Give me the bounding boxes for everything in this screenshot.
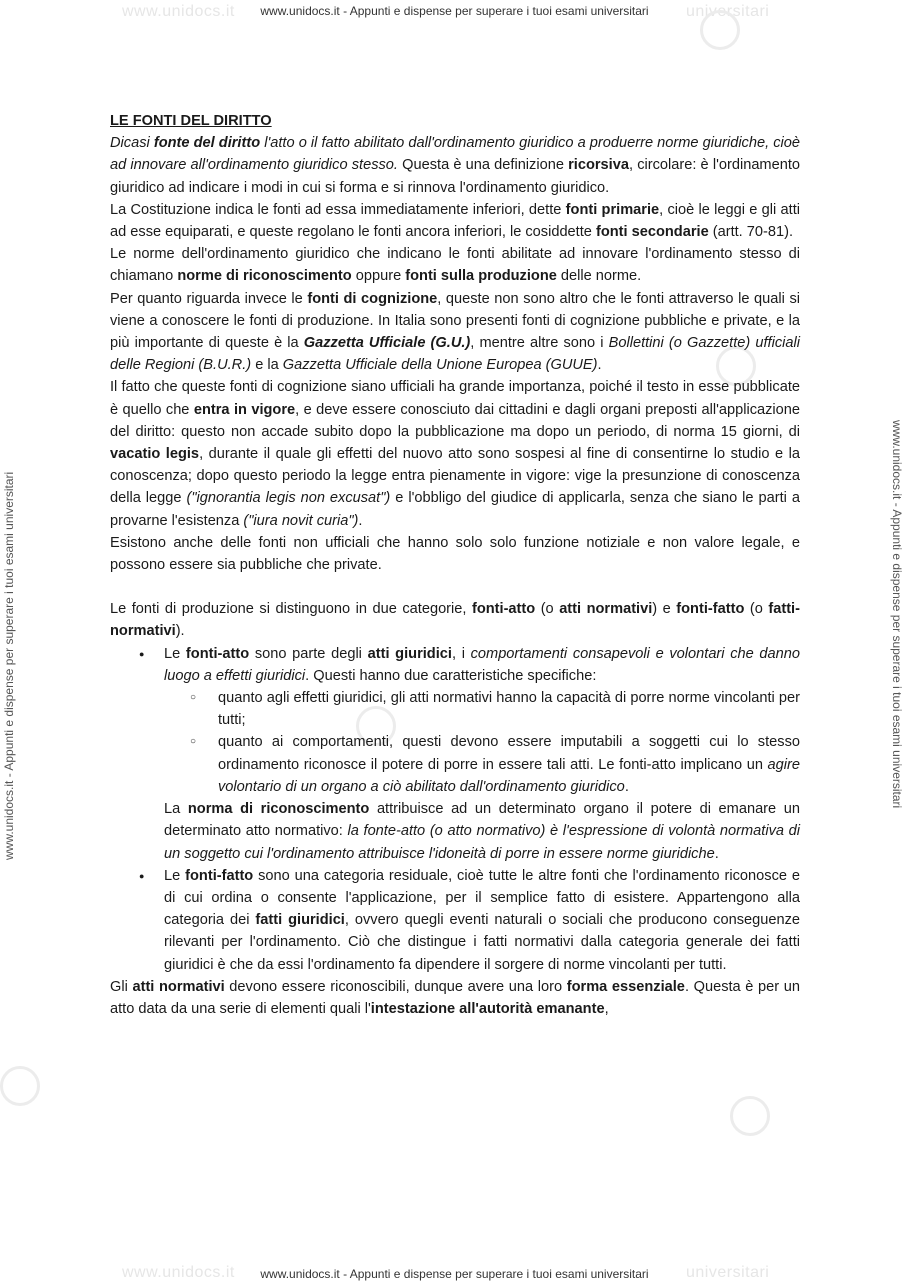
paragraph-atti-normativi: Gli atti normativi devono essere riconoscibili, dunque avere una loro forma essenziale. Questa è per un atto data da una serie di elementi quali l'intestazione all'autorità emanante, bbox=[110, 978, 800, 1017]
left-side-watermark[interactable]: www.unidocs.it - Appunti e dispense per superare i tuoi esami universitari bbox=[2, 471, 16, 860]
watermark-ghost-top-right: universitari bbox=[686, 3, 770, 20]
list-item-fonti-atto: ● Le fonti-atto sono parte degli atti giuridici, i comportamenti consapevoli e volontari che danno luogo a effetti giuridici. Questi hanno due caratteristiche specifiche: ○ quanto agli effetti giuridici, gli atti normativi hanno la capacità di porre norme vincolanti per tutti; ○ quanto ai comportamenti, questi devono essere imputabili a soggetti cui lo stesso ordinamento riconosce il potere di porre in essere tali atti. Le fonti-atto implicano un agire volontario di un organo a ciò abilitato dall'ordinamento giuridico. La norma di riconoscimento attribuisce ad un determinato organo il potere di emanare un determinato atto normativo: la fonte-atto (o atto normativo) è l'espressione di volontà normativa di un soggetto cui l'ordinamento attribuisce l'idoneità di porre in essere norme giuridiche. bbox=[110, 643, 800, 865]
watermark-logo-icon bbox=[0, 1066, 40, 1106]
paragraph-fonti-non-ufficiali: Esistono anche delle fonti non ufficiali che hanno solo solo funzione notiziale e non valore legale, e possono essere sia pubbliche che private. bbox=[110, 534, 800, 574]
watermark-ghost-bottom-right: universitari bbox=[686, 1264, 770, 1281]
paragraph-norme-riconoscimento: Le norme dell'ordinamento giuridico che indicano le fonti abilitate ad innovare l'ordinamento stesso di chiamano norme di riconoscimento oppure fonti sulla produzione delle norme. bbox=[110, 246, 800, 285]
document-body bbox=[110, 110, 800, 1020]
paragraph-norma-riconoscimento: La norma di riconoscimento attribuisce ad un determinato organo il potere di emanare un determinato atto normativo: la fonte-atto (o atto normativo) è l'espressione di volontà normativa di un soggetto cui l'ordinamento attribuisce l'idoneità di porre in essere norme giuridiche. bbox=[164, 801, 801, 862]
watermark-ghost-top-left: www.unidocs.it bbox=[122, 3, 235, 20]
categories-list bbox=[110, 643, 800, 976]
watermark-logo-icon bbox=[700, 10, 740, 50]
list-item-comportamenti: ○ quanto ai comportamenti, questi devono essere imputabili a soggetti cui lo stesso ordinamento riconosce il potere di porre in essere tali atti. Le fonti-atto implicano un agire volontario di un organo a ciò abilitato dall'ordinamento giuridico. bbox=[164, 731, 800, 798]
watermark-logo-icon bbox=[730, 1096, 770, 1136]
paragraph-definition: Dicasi fonte del diritto l'atto o il fatto abilitato dall'ordinamento giuridico a produerre norme giuridiche, cioè ad innovare all'ordinamento giuridico stesso. Questa è una definizione ricorsiva, circolare: è l'ordinamento giuridico ad indicare i modi in cui si forma e si rinnova l'ordinamento giuridico. bbox=[110, 135, 801, 196]
characteristics-list bbox=[164, 687, 800, 798]
header-watermark[interactable]: www.unidocs.it - Appunti e dispense per superare i tuoi esami universitari bbox=[260, 4, 649, 18]
paragraph-vacatio-legis: Il fatto che queste fonti di cognizione siano ufficiali ha grande importanza, poiché il testo in esse pubblicate è quello che entra in vigore, e deve essere conosciuto dai cittadini e dagli organi preposti all'applicazione del diritto: questo non accade subito dopo la pubblicazione ma dopo un periodo, di norma 15 giorni, di vacatio legis, durante il quale gli effetti del nuovo atto sono sospesi al fine di consentirne lo studio e la conoscenza; dopo questo periodo la legge entra pienamente in vigore: vige la presunzione di conoscenza della legge ("ignorantia legis non excusat") e l'obbligo del giudice di applicarla, senza che siano le parti a provarne l'esistenza ("iura novit curia"). bbox=[110, 379, 801, 529]
paragraph-costituzione: La Costituzione indica le fonti ad essa immediatamente inferiori, dette fonti primarie, cioè le leggi e gli atti ad esse equiparati, e queste regolano le fonti ancora inferiori, le cosiddette fonti secondarie (artt. 70-81). bbox=[110, 201, 800, 241]
watermark-ghost-bottom-left: www.unidocs.it bbox=[122, 1264, 235, 1281]
page-title: LE FONTI DEL DIRITTO bbox=[110, 113, 272, 129]
list-item-effetti-giuridici: ○ quanto agli effetti giuridici, gli atti normativi hanno la capacità di porre norme vincolanti per tutti; bbox=[164, 687, 800, 731]
paragraph-fonti-cognizione: Per quanto riguarda invece le fonti di cognizione, queste non sono altro che le fonti attraverso le quali si viene a conoscere le fonti di produzione. In Italia sono presenti fonti di cognizione pubbliche e private, e la più importante di queste è la Gazzetta Ufficiale (G.U.), mentre altre sono i Bollettini (o Gazzette) ufficiali delle Regioni (B.U.R.) e la Gazzetta Ufficiale della Unione Europea (GUUE). bbox=[110, 290, 800, 374]
footer-watermark[interactable]: www.unidocs.it - Appunti e dispense per superare i tuoi esami universitari bbox=[260, 1267, 649, 1281]
list-item-fonti-fatto: ● Le fonti-fatto sono una categoria residuale, cioè tutte le altre fonti che l'ordinamento riconosce e di cui ordina o consente l'applicazione, per il semplice fatto di esistere. Appartengono alla categoria dei fatti giuridici, ovvero quegli eventi naturali o sociali che producono conseguenze rilevanti per l'ordinamento. Ciò che distingue i fatti normativi dalla categoria generale dei fatti giuridici è che da essi l'ordinamento fa dipendere il sorgere di norme vincolanti per tutti. bbox=[110, 865, 800, 976]
paragraph-gap bbox=[110, 576, 800, 598]
paragraph-categorie: Le fonti di produzione si distinguono in due categorie, fonti-atto (o atti normativi) e fonti-fatto (o fatti-normativi). bbox=[110, 601, 800, 640]
right-side-watermark[interactable]: www.unidocs.it - Appunti e dispense per superare i tuoi esami universitari bbox=[890, 420, 904, 809]
